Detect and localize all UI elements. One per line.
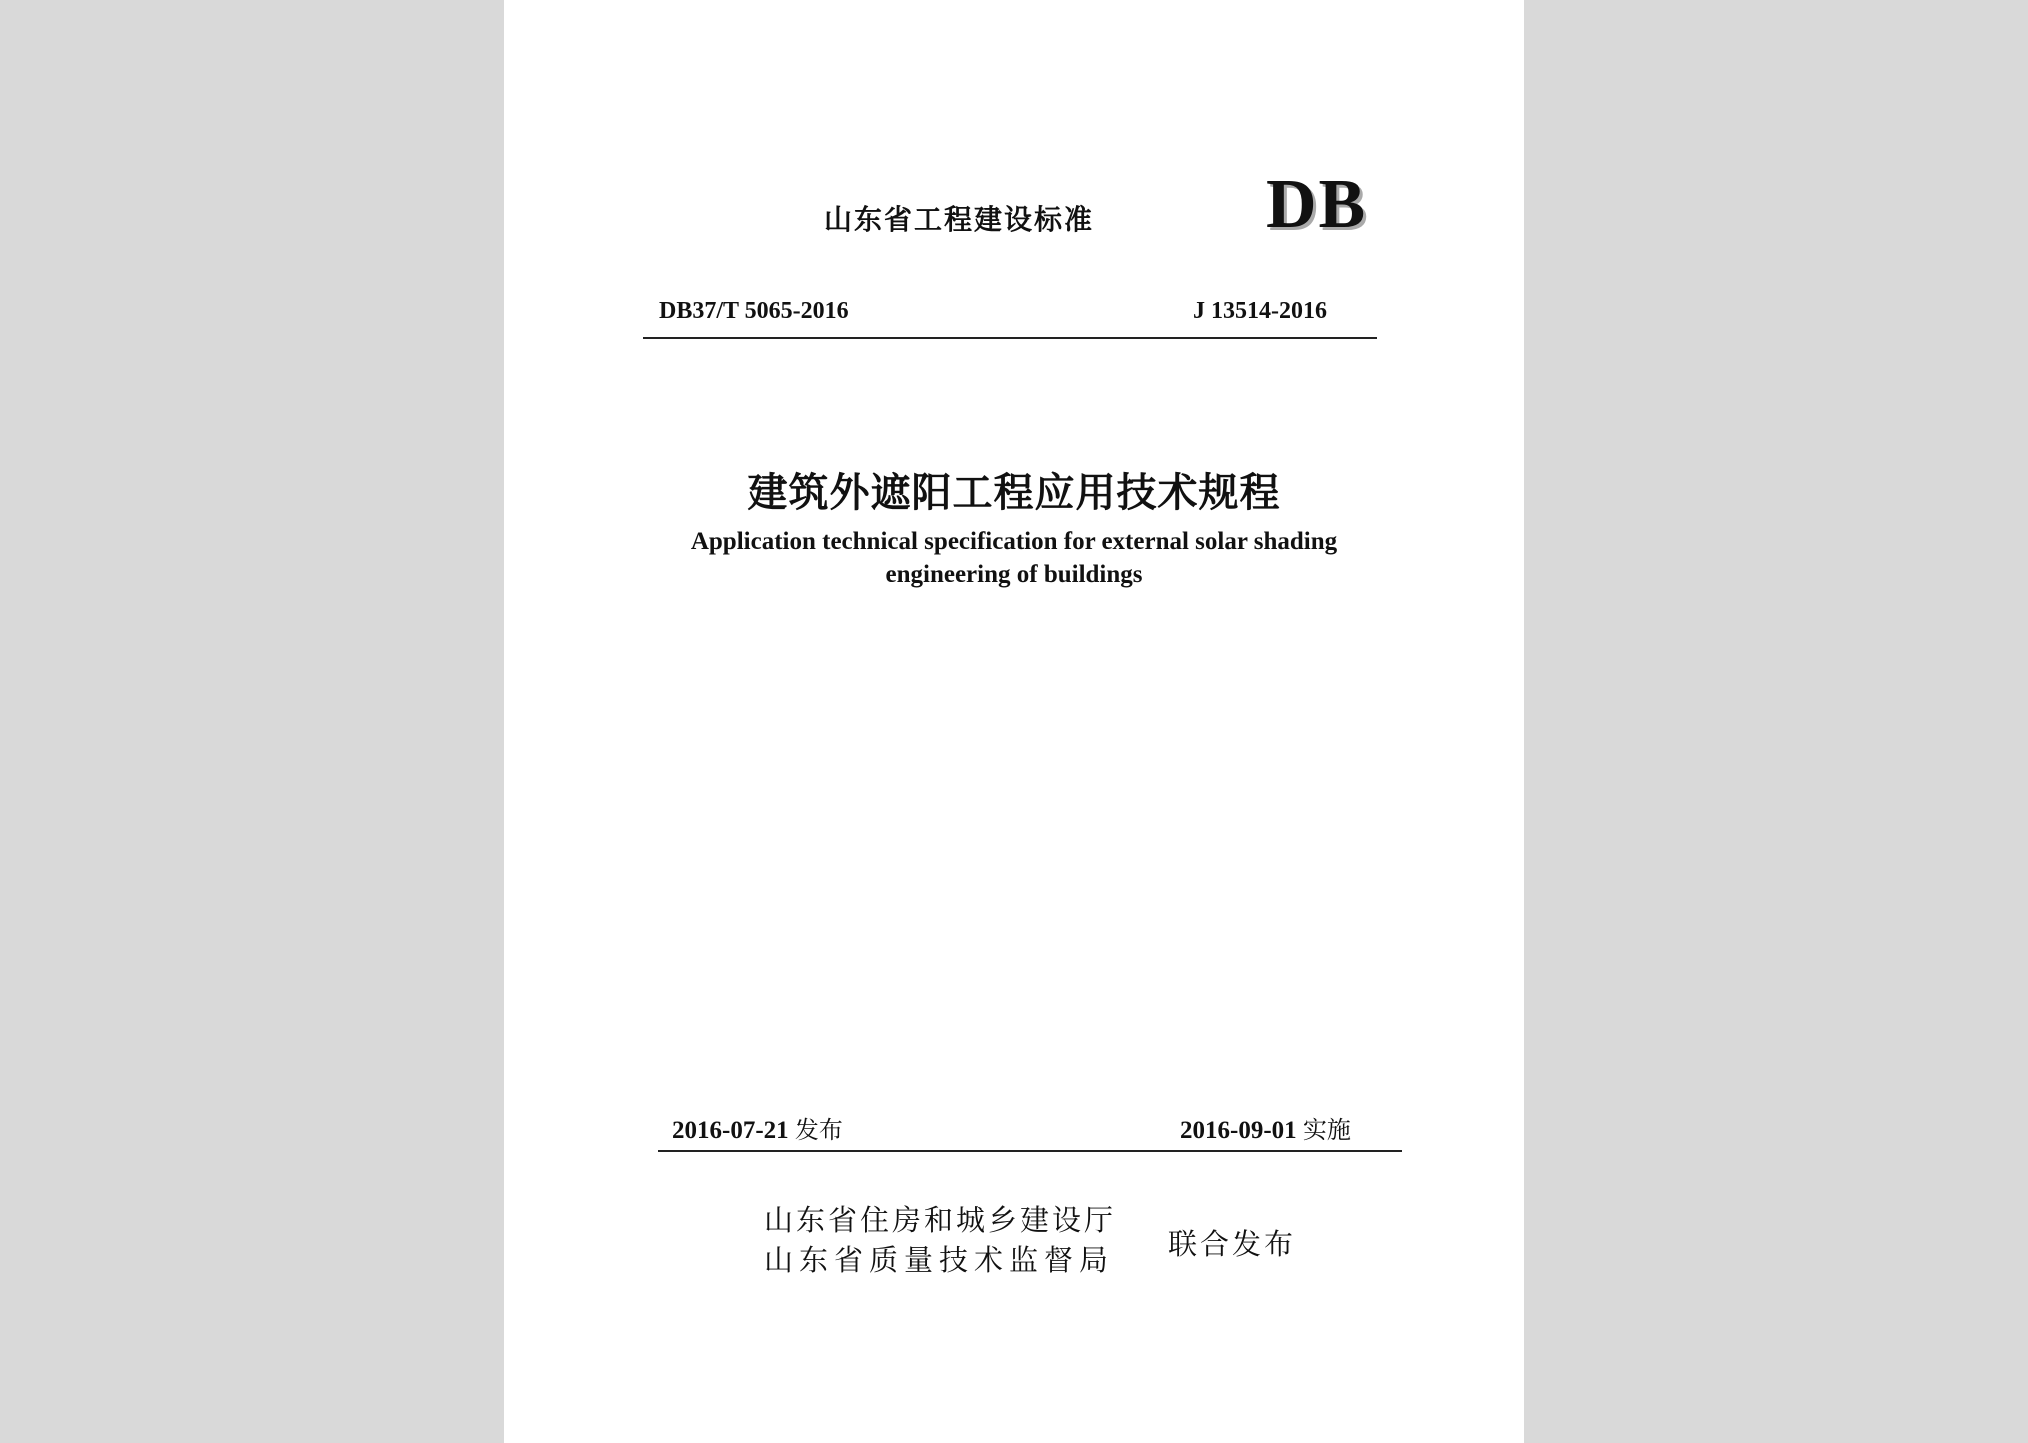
- implement-date: 2016-09-01: [1180, 1117, 1297, 1144]
- top-divider: [643, 337, 1377, 339]
- document-page: [504, 0, 1524, 1443]
- issuer-quality-bureau: 山东省质量技术监督局: [764, 1243, 1115, 1277]
- joint-issue-label: 联合发布: [1168, 1227, 1297, 1261]
- implement-label: 实施: [1302, 1116, 1351, 1144]
- standard-code: DB37/T 5065-2016: [659, 298, 849, 324]
- title-english-line2: engineering of buildings: [885, 561, 1143, 588]
- implement-date-block: [1180, 1110, 1351, 1145]
- issue-date: 2016-07-21: [672, 1117, 789, 1144]
- standard-type: 山东省工程建设标准: [824, 203, 1095, 236]
- bottom-divider: [658, 1150, 1402, 1152]
- record-number: J 13514-2016: [1193, 298, 1327, 324]
- title-english-line1: Application technical specification for external solar shading: [690, 528, 1338, 555]
- db-logo: DB: [1266, 166, 1368, 243]
- title-chinese: 建筑外遮阳工程应用技术规程: [747, 470, 1281, 516]
- issue-label: 发布: [794, 1116, 843, 1144]
- title-english: [504, 525, 1524, 591]
- issue-date-block: [672, 1110, 843, 1145]
- issuer-housing-department: 山东省住房和城乡建设厅: [764, 1203, 1117, 1237]
